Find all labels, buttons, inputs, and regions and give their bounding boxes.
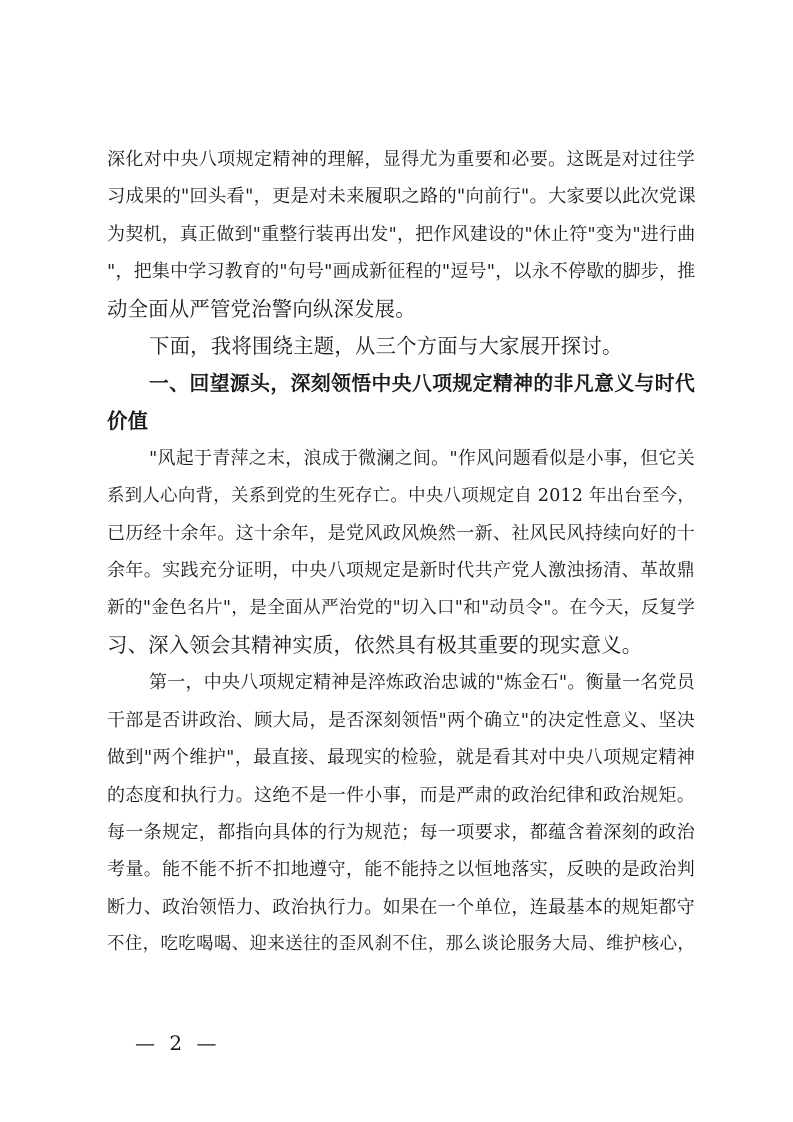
text-line: 动全面从严管党治警向纵深发展。 <box>107 296 416 321</box>
text-line: 考量。能不能不折不扣地遵守，能不能持之以恒地落实，反映的是政治判 <box>107 859 695 881</box>
text-line: 已历经十余年。这十余年，是党风政风焕然一新、社风民风持续向好的十 <box>107 522 695 544</box>
text-line: 系到人心向背，关系到党的生死存亡。中央八项规定自 2012 年出台至今， <box>107 485 695 506</box>
section-heading-continued: 价值 <box>107 408 149 433</box>
body-text <box>107 141 695 964</box>
text-line: "，把集中学习教育的"句号"画成新征程的"逗号"，以永不停歇的脚步，推 <box>107 261 696 283</box>
text-line: "风起于青萍之末，浪成于微澜之间。"作风问题看似是小事，但它关 <box>149 448 695 470</box>
text-line: 的态度和执行力。这绝不是一件小事，而是严肃的政治纪律和政治规矩。 <box>107 784 695 806</box>
text-line: 习、深入领会其精神实质，依然具有极其重要的现实意义。 <box>107 633 643 658</box>
text-line: 不住，吃吃喝喝、迎来送往的歪风刹不住，那么谈论服务大局、维护核心， <box>107 934 695 955</box>
text-line: 深化对中央八项规定精神的理解，显得尤为重要和必要。这既是对过往学 <box>107 149 695 170</box>
text-line: 余年。实践充分证明，中央八项规定是新时代共产党人激浊扬清、革故鼎 <box>107 560 695 582</box>
section-heading: 一、回望源头，深刻领悟中央八项规定精神的非凡意义与时代 <box>149 372 695 396</box>
text-line: 习成果的"回头看"，更是对未来履职之路的"向前行"。大家要以此次党课 <box>107 186 696 208</box>
text-line: 做到"两个维护"，最直接、最现实的检验，就是看其对中央八项规定精神 <box>107 747 695 769</box>
text-line: 新的"金色名片"，是全面从严治党的"切入口"和"动员令"。在今天，反复学 <box>107 597 695 618</box>
text-line: 每一条规定，都指向具体的行为规范；每一项要求，都蕴含着深刻的政治 <box>107 822 695 844</box>
text-line: 断力、政治领悟力、政治执行力。如果在一个单位，连最基本的规矩都守 <box>107 896 695 918</box>
text-line: 第一，中央八项规定精神是淬炼政治忠诚的"炼金石"。衡量一名党员 <box>149 672 695 694</box>
text-line: 干部是否讲政治、顾大局，是否深刻领悟"两个确立"的决定性意义、坚决 <box>107 709 695 731</box>
text-line: 下面，我将围绕主题，从三个方面与大家展开探讨。 <box>149 333 623 358</box>
text-line: 为契机，真正做到"重整行装再出发"，把作风建设的"休止符"变为"进行曲 <box>107 223 696 245</box>
page-number: — 2 — <box>135 1031 221 1055</box>
